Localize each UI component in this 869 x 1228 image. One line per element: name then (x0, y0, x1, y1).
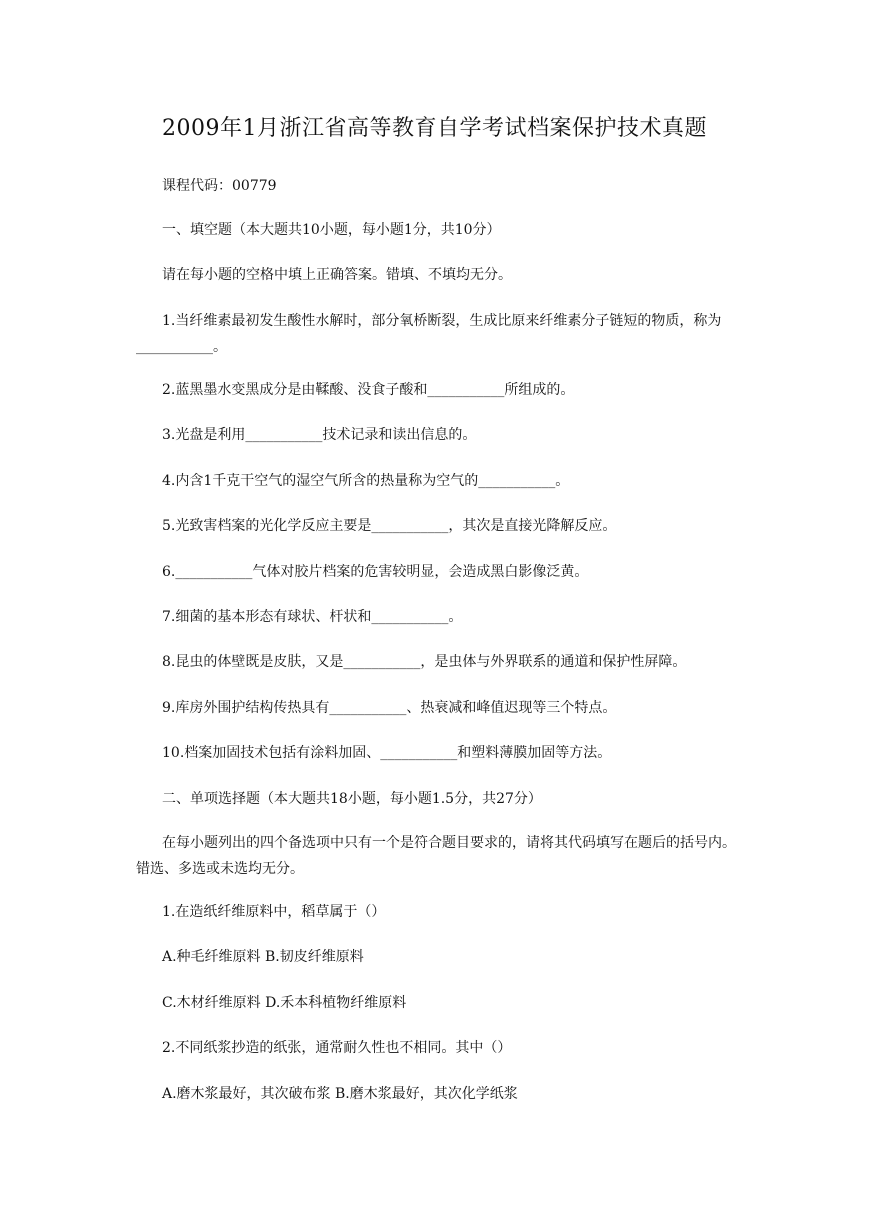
course-code: 课程代码：00779 (162, 178, 277, 194)
choice-question-2: 2.不同纸浆抄造的纸张，通常耐久性也不相同。其中（） (162, 1040, 512, 1056)
section1-instruction: 请在每小题的空格中填上正确答案。错填、不填均无分。 (162, 267, 512, 283)
fill-question-2: 2.蓝黑墨水变黑成分是由鞣酸、没食子酸和___________所组成的。 (162, 382, 575, 398)
fill-question-9: 9.库房外围护结构传热具有___________、热衰减和峰值迟现等三个特点。 (162, 700, 617, 716)
fill-question-4: 4.内含1千克干空气的湿空气所含的热量称为空气的___________。 (162, 473, 570, 489)
section2-heading: 二、单项选择题（本大题共18小题，每小题1.5分，共27分） (162, 791, 542, 807)
fill-question-10: 10.档案加固技术包括有涂料加固、___________和塑料薄膜加固等方法。 (162, 745, 612, 761)
fill-question-7: 7.细菌的基本形态有球状、杆状和___________。 (162, 609, 463, 625)
choice-options-2a: A.磨木浆最好，其次破布浆 B.磨木浆最好，其次化学纸浆 (162, 1086, 518, 1102)
fill-question-6: 6.___________气体对胶片档案的危害较明显，会造成黑白影像泛黄。 (162, 564, 589, 580)
document-title: 2009年1月浙江省高等教育自学考试档案保护技术真题 (162, 116, 707, 141)
fill-question-1: 1.当纤维素最初发生酸性水解时，部分氧桥断裂，生成比原来纤维素分子链短的物质，称为___________。 (136, 313, 722, 355)
fill-question-3: 3.光盘是利用___________技术记录和读出信息的。 (162, 427, 477, 443)
choice-options-1b: C.木材纤维原料 D.禾本科植物纤维原料 (162, 995, 407, 1011)
fill-question-5: 5.光致害档案的光化学反应主要是___________，其次是直接光降解反应。 (162, 518, 617, 534)
section2-instruction: 在每小题列出的四个备选项中只有一个是符合题目要求的，请将其代码填写在题后的括号内。错选、多选或未选均无分。 (136, 835, 736, 877)
choice-question-1: 1.在造纸纤维原料中，稻草属于（） (162, 904, 386, 920)
section1-heading: 一、填空题（本大题共10小题，每小题1分，共10分） (162, 222, 501, 238)
fill-question-8: 8.昆虫的体壁既是皮肤，又是___________，是虫体与外界联系的通道和保护性屏障。 (162, 654, 687, 670)
choice-options-1a: A.种毛纤维原料 B.韧皮纤维原料 (162, 949, 364, 965)
